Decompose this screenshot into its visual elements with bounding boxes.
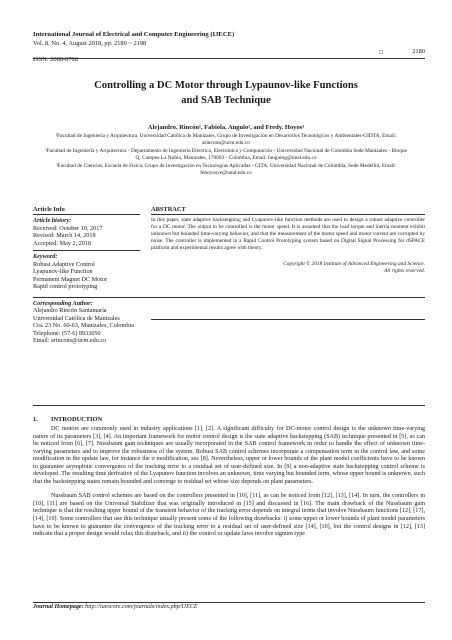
journal-issn: ISSN: 2088-8708 — [33, 56, 78, 64]
abstract-bottom-rule — [151, 319, 425, 320]
history-revised: Revised: March 14, 2018 — [33, 232, 96, 239]
issn-row — [33, 48, 425, 64]
affiliation-3: ³Facultad de Ciencias, Escuela de Física, Grupo de Investigación en Tecnologías Aplicadas - GITA, Universidad Nacional de Colombia, Sede Medellín, Email: fehoyosve@unal.edu.co — [55, 162, 397, 177]
corresponding-author — [33, 300, 140, 345]
corresponding-line: Email: arincons@ucm.edu.co — [33, 337, 107, 344]
article-history — [33, 217, 140, 247]
section-title: INTRODUCTION — [51, 416, 103, 423]
author-list: Alejandro. Rincón¹, Fabiola. Angulo², and Fredy. Hoyos³ — [147, 124, 305, 131]
header-rule — [33, 58, 425, 59]
affiliation-1: ¹Facultad de Ingeniería y Arquitectura, Universidad Católica de Manizales, Grupo de Investigación en Desarrollos Tecnológicos y Ambientales-GIDTA, Email: arincons@ucm.edu.co — [55, 132, 397, 147]
journal-header — [33, 31, 425, 64]
page-box-icon: □ — [379, 49, 383, 57]
abstract-text: In this paper, state adaptive backstepping and Lyapunov-like function methods are used to design a robust adaptive controller for a DC motor. The output to be controlled is the motor speed. It is assumed that the load torque and inertia moment exhibit unknown but bounded time-varying behavior, and that the measurement of the motor speed and motor current are corrupted by noise. The controller is implemented in a Rapid Control Prototyping system based on Digital Signal Processing for dSPACE platform and experimental results agree with theory. — [151, 217, 425, 252]
homepage-link[interactable]: http://iaescore.com/journals/index.php/IJECE — [85, 604, 198, 610]
journal-name: International Journal of Electrical and Computer Engineering (IJECE) — [33, 31, 235, 38]
keyword-item: Robust Adaptive Control — [33, 260, 95, 268]
intro-paragraph-1: DC motors are commonly used in industry applications [1], [2]. A significant difficulty for DC-motor control design is the unknown time-varying nature of its parameters [3], [4]. An important framework for motor control design is the state adaptive backstepping (SAB) technique presented in [5], as can be noticed from [6], [7]. Nussbaum gain techniques are usually incorporated in the SAB control framework in order to handle the effect of unknown time-varying parameters and to improve the robustness of the system. Robust SAB control schemes incorporate a compensation term in the control law, and some modification in the update law, for instance the σ modification, see [8]. Nevertheless, upper or lower bounds of the plant model coefficients have to be known to guarantee asymptotic convergence of the tracking error to a residual set of user-defined size. In [9] a non-adaptive state backstepping control scheme is developed. The resulting time derivative of the Lyapunov function involves an unknown, time varying but bounded term, whose upper bound is unknown, such that the backstepping states remain bounded and converge to residual set whose size depends on plant parameters. — [33, 426, 425, 485]
corresponding-line: Cra. 23 No. 60-63, Manizales, Colombia — [33, 322, 134, 329]
introduction-heading — [33, 416, 425, 426]
paper-title — [33, 79, 419, 108]
keyword-item: Lyapunov-like Function — [33, 268, 93, 275]
homepage-label: Journal Homepage: — [33, 604, 84, 610]
keyword-label: Keyword: — [33, 253, 58, 260]
section-number: 1. — [33, 416, 38, 423]
keyword-item: Rapid control prototyping — [33, 283, 98, 290]
keyword-block — [33, 253, 140, 291]
journal-volume: Vol. 8, No. 4, August 2018, pp. 2180 ~ 2198 — [33, 39, 147, 47]
article-info-heading: Article Info — [33, 206, 140, 215]
corresponding-line: Alejandro Rincón Santamaría — [33, 307, 107, 314]
history-received: Received: October 10, 2017 — [33, 224, 103, 232]
copyright-line-1: Copyright © 2018 Institute of Advanced Engineering and Science. — [283, 261, 425, 268]
affiliation-2: ²Facultad de Ingeniería y Arquitectura - Departamento de Ingeniería Eléctrica, Electrónica y Computación - Universidad Nacional de Colombia Sede Manizales - Bloque Q, Campus La Nubia, Manizales, 170003 - Colombia, Email: fangulog@unal.edu.co — [45, 147, 407, 162]
front-matter-bottom-rule — [33, 405, 425, 406]
abstract-heading: ABSTRACT — [151, 206, 425, 215]
copyright-notice — [151, 261, 425, 275]
title-line-2: and SAB Technique — [181, 94, 271, 106]
corresponding-label: Corresponding Author: — [33, 299, 93, 307]
page-footer — [33, 603, 198, 611]
intro-paragraph-2: Nussbaum SAB control schemes are based on the controllers presented in [10], [11], as can be noticed from [12], [13], [14]. In turn, the controllers in [10], [11] are based on the Universal Stabilizer that was originally introduced in [15] and discussed in [16]. The main drawback of the Nussbaum gain technique is that the resulting upper bound of the transient behavior of the tracking error depends on integral terms that involve Nussbaum functions [12], [17], [14], [10]. Some controllers that use this technique usually present some of the following drawbacks: i) some upper or lower bounds of plant model parameters have to be known to guarantee the convergence of the tracking error to a residual set of user-defined size [14], [10], but the control designs in [12], [13] indicate that a proper design would relax this drawback, and ii) the control or update laws involve signum type — [33, 493, 425, 538]
corresponding-line: Telephone: (57-6) 8933050 — [33, 329, 101, 337]
history-label: Article history: — [33, 217, 72, 224]
history-accepted: Accepted: May 2, 2018 — [33, 239, 92, 247]
title-line-1: Controlling a DC Motor through Lypaunov-like Functions — [94, 80, 358, 91]
corresponding-divider — [33, 297, 425, 298]
keyword-item: Permanent Magnet DC Motor — [33, 275, 108, 283]
corresponding-line: Universidad Católica de Manizales — [33, 314, 120, 322]
abstract-section — [151, 206, 425, 276]
introduction-section — [33, 416, 425, 539]
affiliations — [45, 133, 407, 179]
page-number: 2180 — [412, 48, 425, 56]
article-info — [33, 206, 140, 345]
info-divider — [33, 250, 140, 251]
copyright-line-2: All rights reserved. — [384, 268, 425, 275]
